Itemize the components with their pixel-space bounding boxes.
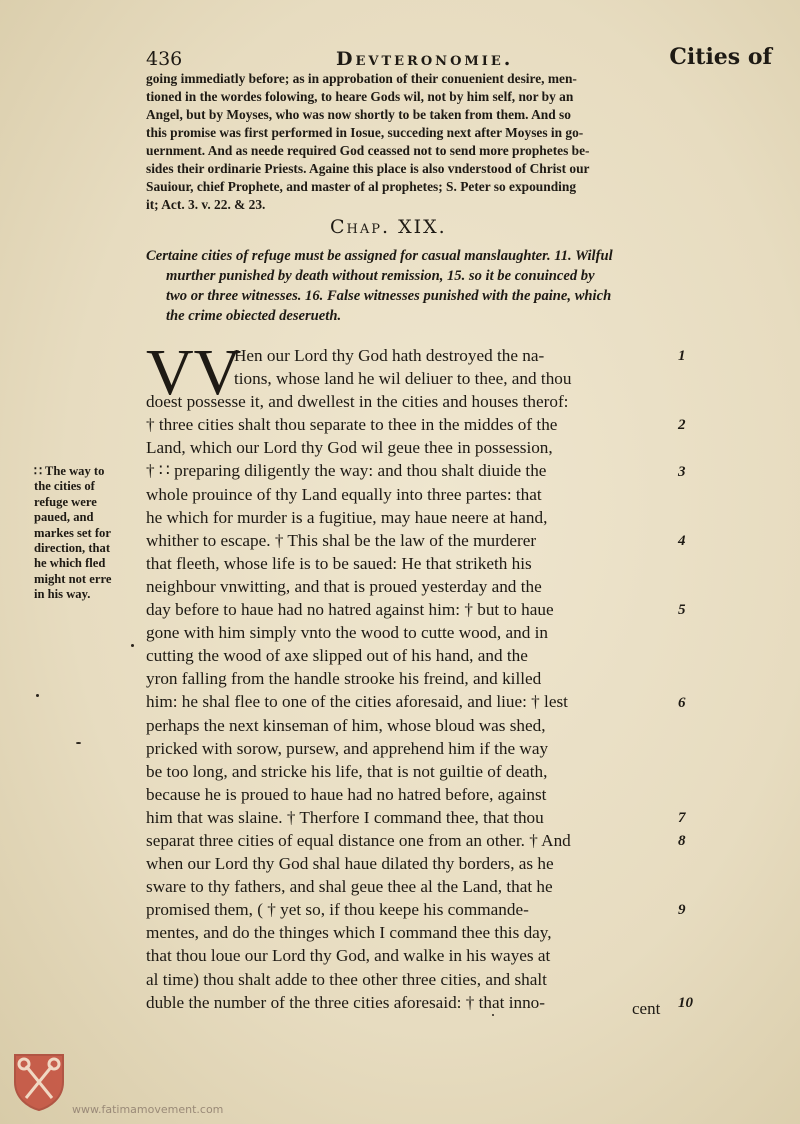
body-line: him that was slaine. † Therfore I command thee, that thou: [146, 807, 544, 827]
body-text: [146, 336, 706, 1014]
body-line: yron falling from the handle strooke his freind, and killed: [146, 669, 542, 689]
ink-speck: [492, 1014, 494, 1016]
body-line: doest possesse it, and dwellest in the cities and houses therof:: [146, 392, 569, 412]
ink-speck: [76, 742, 81, 744]
verse-number: 10: [678, 994, 693, 1011]
body-line: that thou loue our Lord thy God, and walke in his wayes at: [146, 946, 551, 966]
argument-line: murther punished by death without remission, 15. so it be conuinced by: [166, 268, 595, 284]
intro-line: Sauiour, chief Prophete, and master of al prophetes; S. Peter so expounding: [146, 179, 577, 194]
body-line: † three cities shalt thou separate to thee in the middes of the: [146, 415, 558, 435]
body-line: whole prouince of thy Land equally into three partes: that: [146, 484, 542, 504]
intro-line: Angel, but by Moyses, who was now shortly to be taken from them. And so: [146, 107, 571, 122]
body-line: duble the number of the three cities aforesaid: † that inno-: [146, 992, 545, 1012]
catchword-bottom: cent: [632, 999, 661, 1018]
chapter-argument: [146, 246, 726, 326]
verse-number: 7: [678, 810, 686, 826]
verse-number: 8: [678, 833, 686, 850]
marginal-note-line: paued, and: [34, 510, 94, 525]
body-line: sware to thy fathers, and shal geue thee al the Land, that he: [146, 877, 553, 897]
body-line: him: he shal flee to one of the cities aforesaid, and liue: † lest: [146, 692, 568, 712]
page-number: 436: [146, 48, 183, 70]
marginal-note-line: might not erre: [34, 571, 112, 586]
footer-url[interactable]: www.fatimamovement.com: [72, 1103, 224, 1116]
intro-line: this promise was first performed in Iosue, succeding next after Moyses in go-: [146, 125, 584, 140]
marginal-note: [34, 464, 149, 603]
body-line: promised them, ( † yet so, if thou keepe his commande-: [146, 900, 529, 920]
body-line: that fleeth, whose life is to be saued: He that striketh his: [146, 553, 532, 573]
chapter-heading: Chap. XIX.: [330, 216, 447, 238]
ink-speck: [131, 644, 134, 647]
body-line: separat three cities of equal distance one from an other. † And: [146, 830, 571, 850]
marginal-note-line: ∷ The way to: [34, 464, 105, 478]
body-line: when our Lord thy God shal haue dilated thy borders, as he: [146, 854, 554, 874]
body-line: tions, whose land he wil deliuer to thee, and thou: [234, 369, 572, 389]
body-line: be too long, and stricke his life, that is not guiltie of death,: [146, 761, 548, 781]
marginal-note-line: direction, that: [34, 541, 111, 556]
papal-keys-shield-icon: [12, 1052, 66, 1112]
body-line: Land, which our Lord thy God wil geue thee in possession,: [146, 438, 553, 458]
marginal-note-line: markes set for: [34, 525, 111, 540]
intro-line: uernment. And as neede required God ceassed not to send more prophetes be-: [146, 143, 590, 158]
body-line: Hen our Lord thy God hath destroyed the na-: [234, 346, 545, 365]
body-line: because he is proued to haue had no hatred before, against: [146, 784, 547, 804]
catchword-top: Cities of: [669, 44, 772, 70]
body-line: day before to haue had no hatred against him: † but to haue: [146, 600, 554, 620]
verse-number: 5: [678, 602, 686, 619]
intro-line: going immediatly before; as in approbation of their conuenient desire, men-: [146, 71, 577, 86]
body-line: al time) thou shalt adde to thee other three cities, and shalt: [146, 969, 547, 989]
argument-line: two or three witnesses. 16. False witnesses punished with the paine, which: [166, 288, 612, 304]
argument-line: Certaine cities of refuge must be assigned for casual manslaughter. 11. Wilful: [146, 248, 613, 264]
body-line: whither to escape. † This shal be the law of the murderer: [146, 530, 537, 550]
body-line: neighbour vnwitting, and that is proued yesterday and the: [146, 576, 542, 596]
verse-number: 1: [678, 348, 686, 364]
body-line: † ∷ preparing diligently the way: and thou shalt diuide the: [146, 461, 547, 481]
marginal-note-line: in his way.: [34, 587, 91, 602]
verse-number: 4: [678, 532, 686, 549]
body-line: perhaps the next kinseman of him, whose bloud was shed,: [146, 715, 546, 735]
intro-line: tioned in the wordes folowing, to heare Gods wil, not by him self, nor by an: [146, 89, 574, 104]
body-line: mentes, and do the thinges which I command thee this day,: [146, 923, 552, 943]
intro-line: sides their ordinarie Priests. Againe this place is also vnderstood of Christ our: [146, 161, 590, 176]
marginal-note-line: the cities of: [34, 479, 95, 494]
argument-line: the crime obiected deserueth.: [166, 308, 342, 324]
marginal-note-line: refuge were: [34, 494, 97, 509]
body-line: gone with him simply vnto the wood to cutte wood, and in: [146, 623, 548, 643]
marginal-note-line: he which fled: [34, 556, 106, 571]
body-line: pricked with sorow, pursew, and apprehend him if the way: [146, 738, 549, 758]
verse-number: 2: [678, 417, 686, 434]
body-line: cutting the wood of axe slipped out of his hand, and the: [146, 646, 528, 666]
drop-cap: VV: [146, 336, 242, 409]
verse-number: 3: [678, 463, 686, 480]
ink-speck: [36, 694, 39, 697]
intro-annotation: [146, 70, 726, 214]
running-title: Devteronomie.: [336, 48, 514, 70]
body-line: he which for murder is a fugitiue, may haue neere at hand,: [146, 507, 548, 527]
intro-line: it; Act. 3. v. 22. & 23.: [146, 197, 266, 212]
verse-number: 6: [678, 694, 686, 711]
verse-number: 9: [678, 902, 686, 919]
